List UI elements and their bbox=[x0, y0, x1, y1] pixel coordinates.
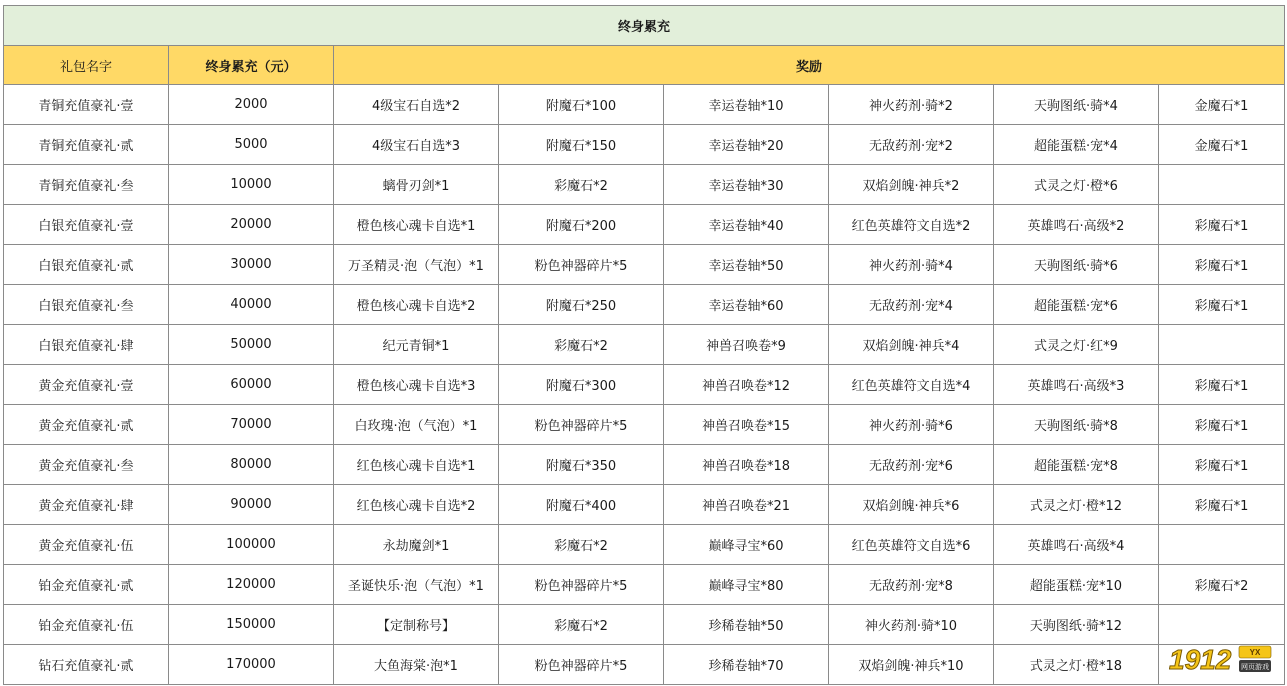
reward-cell: 英雄鸣石·高级*2 bbox=[994, 205, 1159, 245]
reward-cell: 天驹图纸·骑*6 bbox=[994, 245, 1159, 285]
reward-cell: 式灵之灯·红*9 bbox=[994, 325, 1159, 365]
reward-cell: 红色英雄符文自选*4 bbox=[829, 365, 994, 405]
logo-badge-bottom: 网页游戏 bbox=[1241, 663, 1269, 671]
pack-name-cell: 黄金充值豪礼·肆 bbox=[4, 485, 169, 525]
pack-name-cell: 白银充值豪礼·贰 bbox=[4, 245, 169, 285]
reward-cell: 4级宝石自选*2 bbox=[334, 85, 499, 125]
reward-cell: 神兽召唤卷*21 bbox=[664, 485, 829, 525]
reward-cell: 神兽召唤卷*18 bbox=[664, 445, 829, 485]
reward-cell: 彩魔石*1 bbox=[1159, 205, 1285, 245]
reward-cell: 神兽召唤卷*9 bbox=[664, 325, 829, 365]
amount-cell: 90000 bbox=[169, 485, 334, 525]
reward-cell: 红色英雄符文自选*2 bbox=[829, 205, 994, 245]
header-rewards: 奖励 bbox=[334, 46, 1285, 85]
reward-cell: 巅峰寻宝*80 bbox=[664, 565, 829, 605]
reward-cell: 式灵之灯·橙*6 bbox=[994, 165, 1159, 205]
reward-cell: 红色核心魂卡自选*1 bbox=[334, 445, 499, 485]
reward-cell: 粉色神器碎片*5 bbox=[499, 405, 664, 445]
reward-cell: 巅峰寻宝*60 bbox=[664, 525, 829, 565]
pack-name-cell: 铂金充值豪礼·贰 bbox=[4, 565, 169, 605]
amount-cell: 40000 bbox=[169, 285, 334, 325]
reward-cell bbox=[1159, 325, 1285, 365]
amount-cell: 2000 bbox=[169, 85, 334, 125]
reward-cell: 天驹图纸·骑*4 bbox=[994, 85, 1159, 125]
reward-cell bbox=[1159, 605, 1285, 645]
pack-name-cell: 黄金充值豪礼·贰 bbox=[4, 405, 169, 445]
reward-cell: 金魔石*1 bbox=[1159, 125, 1285, 165]
amount-cell: 120000 bbox=[169, 565, 334, 605]
reward-cell: 粉色神器碎片*5 bbox=[499, 565, 664, 605]
reward-cell: 神兽召唤卷*15 bbox=[664, 405, 829, 445]
reward-cell: 珍稀卷轴*50 bbox=[664, 605, 829, 645]
reward-cell: 天驹图纸·骑*12 bbox=[994, 605, 1159, 645]
reward-cell: 彩魔石*2 bbox=[499, 605, 664, 645]
reward-cell: 粉色神器碎片*5 bbox=[499, 645, 664, 685]
reward-cell: 附魔石*350 bbox=[499, 445, 664, 485]
reward-cell: 无敌药剂·宠*4 bbox=[829, 285, 994, 325]
table-row bbox=[4, 525, 1285, 565]
title-row bbox=[4, 6, 1285, 46]
reward-cell: 天驹图纸·骑*8 bbox=[994, 405, 1159, 445]
reward-cell: 神火药剂·骑*10 bbox=[829, 605, 994, 645]
reward-cell: 式灵之灯·橙*12 bbox=[994, 485, 1159, 525]
table-row bbox=[4, 205, 1285, 245]
amount-cell: 30000 bbox=[169, 245, 334, 285]
table-row bbox=[4, 645, 1285, 685]
reward-cell: 圣诞快乐·泡（气泡）*1 bbox=[334, 565, 499, 605]
reward-cell: 纪元青铜*1 bbox=[334, 325, 499, 365]
reward-cell: 附魔石*150 bbox=[499, 125, 664, 165]
reward-cell: 附魔石*400 bbox=[499, 485, 664, 525]
pack-name-cell: 白银充值豪礼·壹 bbox=[4, 205, 169, 245]
table-row bbox=[4, 245, 1285, 285]
reward-cell: 彩魔石*2 bbox=[499, 165, 664, 205]
reward-cell: 橙色核心魂卡自选*3 bbox=[334, 365, 499, 405]
amount-cell: 170000 bbox=[169, 645, 334, 685]
amount-cell: 50000 bbox=[169, 325, 334, 365]
pack-name-cell: 黄金充值豪礼·伍 bbox=[4, 525, 169, 565]
reward-cell: 橙色核心魂卡自选*2 bbox=[334, 285, 499, 325]
table-row bbox=[4, 85, 1285, 125]
reward-cell: 附魔石*300 bbox=[499, 365, 664, 405]
reward-cell: 金魔石*1 bbox=[1159, 85, 1285, 125]
amount-cell: 60000 bbox=[169, 365, 334, 405]
reward-cell: 粉色神器碎片*5 bbox=[499, 245, 664, 285]
reward-cell: 神火药剂·骑*2 bbox=[829, 85, 994, 125]
reward-cell: 双焰剑魄·神兵*10 bbox=[829, 645, 994, 685]
reward-cell bbox=[1159, 525, 1285, 565]
amount-cell: 100000 bbox=[169, 525, 334, 565]
reward-cell: 附魔石*200 bbox=[499, 205, 664, 245]
pack-name-cell: 白银充值豪礼·叁 bbox=[4, 285, 169, 325]
logo-text: 1912 bbox=[1169, 644, 1232, 674]
reward-cell: 幸运卷轴*40 bbox=[664, 205, 829, 245]
reward-cell: 珍稀卷轴*70 bbox=[664, 645, 829, 685]
reward-cell: 超能蛋糕·宠*8 bbox=[994, 445, 1159, 485]
pack-name-cell: 铂金充值豪礼·伍 bbox=[4, 605, 169, 645]
reward-cell: 神火药剂·骑*4 bbox=[829, 245, 994, 285]
amount-cell: 80000 bbox=[169, 445, 334, 485]
reward-cell: 神兽召唤卷*12 bbox=[664, 365, 829, 405]
reward-cell: 超能蛋糕·宠*6 bbox=[994, 285, 1159, 325]
reward-cell: 无敌药剂·宠*8 bbox=[829, 565, 994, 605]
pack-name-cell: 白银充值豪礼·肆 bbox=[4, 325, 169, 365]
amount-cell: 10000 bbox=[169, 165, 334, 205]
pack-name-cell: 钻石充值豪礼·贰 bbox=[4, 645, 169, 685]
reward-cell: 4级宝石自选*3 bbox=[334, 125, 499, 165]
reward-cell: 白玫瑰·泡（气泡）*1 bbox=[334, 405, 499, 445]
reward-cell: 双焰剑魄·神兵*6 bbox=[829, 485, 994, 525]
table-row bbox=[4, 365, 1285, 405]
reward-cell: 幸运卷轴*60 bbox=[664, 285, 829, 325]
reward-cell: 螭骨刃剑*1 bbox=[334, 165, 499, 205]
table-row bbox=[4, 125, 1285, 165]
pack-name-cell: 青铜充值豪礼·壹 bbox=[4, 85, 169, 125]
header-pack-name: 礼包名字 bbox=[4, 46, 169, 85]
reward-cell: 无敌药剂·宠*6 bbox=[829, 445, 994, 485]
reward-cell: 超能蛋糕·宠*10 bbox=[994, 565, 1159, 605]
amount-cell: 5000 bbox=[169, 125, 334, 165]
reward-cell: 彩魔石*1 bbox=[1159, 405, 1285, 445]
reward-cell: 彩魔石*2 bbox=[499, 525, 664, 565]
reward-cell: 幸运卷轴*10 bbox=[664, 85, 829, 125]
reward-cell: 彩魔石*1 bbox=[1159, 485, 1285, 525]
reward-cell: 幸运卷轴*30 bbox=[664, 165, 829, 205]
reward-cell: 神火药剂·骑*6 bbox=[829, 405, 994, 445]
reward-cell: 永劫魔剑*1 bbox=[334, 525, 499, 565]
table-row bbox=[4, 565, 1285, 605]
reward-cell: 幸运卷轴*20 bbox=[664, 125, 829, 165]
amount-cell: 70000 bbox=[169, 405, 334, 445]
reward-cell: 【定制称号】 bbox=[334, 605, 499, 645]
table-row bbox=[4, 325, 1285, 365]
logo-badge-top: YX bbox=[1249, 648, 1261, 657]
reward-cell: 双焰剑魄·神兵*2 bbox=[829, 165, 994, 205]
reward-cell: 英雄鸣石·高级*4 bbox=[994, 525, 1159, 565]
reward-table bbox=[3, 5, 1285, 685]
site-logo-watermark bbox=[1169, 644, 1273, 674]
amount-cell: 150000 bbox=[169, 605, 334, 645]
reward-cell: 式灵之灯·橙*18 bbox=[994, 645, 1159, 685]
reward-cell: 彩魔石*1 bbox=[1159, 245, 1285, 285]
pack-name-cell: 青铜充值豪礼·贰 bbox=[4, 125, 169, 165]
reward-cell: 英雄鸣石·高级*3 bbox=[994, 365, 1159, 405]
reward-cell: 附魔石*250 bbox=[499, 285, 664, 325]
reward-cell: 幸运卷轴*50 bbox=[664, 245, 829, 285]
table-row bbox=[4, 165, 1285, 205]
table-row bbox=[4, 285, 1285, 325]
reward-cell: 橙色核心魂卡自选*1 bbox=[334, 205, 499, 245]
reward-cell: 超能蛋糕·宠*4 bbox=[994, 125, 1159, 165]
reward-cell: 红色核心魂卡自选*2 bbox=[334, 485, 499, 525]
reward-cell: 彩魔石*2 bbox=[499, 325, 664, 365]
reward-cell: 彩魔石*1 bbox=[1159, 365, 1285, 405]
header-row bbox=[4, 46, 1285, 85]
reward-cell: 彩魔石*1 bbox=[1159, 285, 1285, 325]
reward-cell: 双焰剑魄·神兵*4 bbox=[829, 325, 994, 365]
pack-name-cell: 青铜充值豪礼·叁 bbox=[4, 165, 169, 205]
pack-name-cell: 黄金充值豪礼·壹 bbox=[4, 365, 169, 405]
reward-cell: 无敌药剂·宠*2 bbox=[829, 125, 994, 165]
reward-cell: 大鱼海棠·泡*1 bbox=[334, 645, 499, 685]
table-row bbox=[4, 485, 1285, 525]
amount-cell: 20000 bbox=[169, 205, 334, 245]
header-amount: 终身累充（元） bbox=[169, 46, 334, 85]
table-title: 终身累充 bbox=[4, 6, 1285, 46]
reward-cell: 附魔石*100 bbox=[499, 85, 664, 125]
table-row bbox=[4, 605, 1285, 645]
pack-name-cell: 黄金充值豪礼·叁 bbox=[4, 445, 169, 485]
table-row bbox=[4, 405, 1285, 445]
reward-cell: 彩魔石*1 bbox=[1159, 445, 1285, 485]
reward-cell: 万圣精灵·泡（气泡）*1 bbox=[334, 245, 499, 285]
table-row bbox=[4, 445, 1285, 485]
reward-cell: 彩魔石*2 bbox=[1159, 565, 1285, 605]
reward-cell: 红色英雄符文自选*6 bbox=[829, 525, 994, 565]
reward-cell bbox=[1159, 165, 1285, 205]
